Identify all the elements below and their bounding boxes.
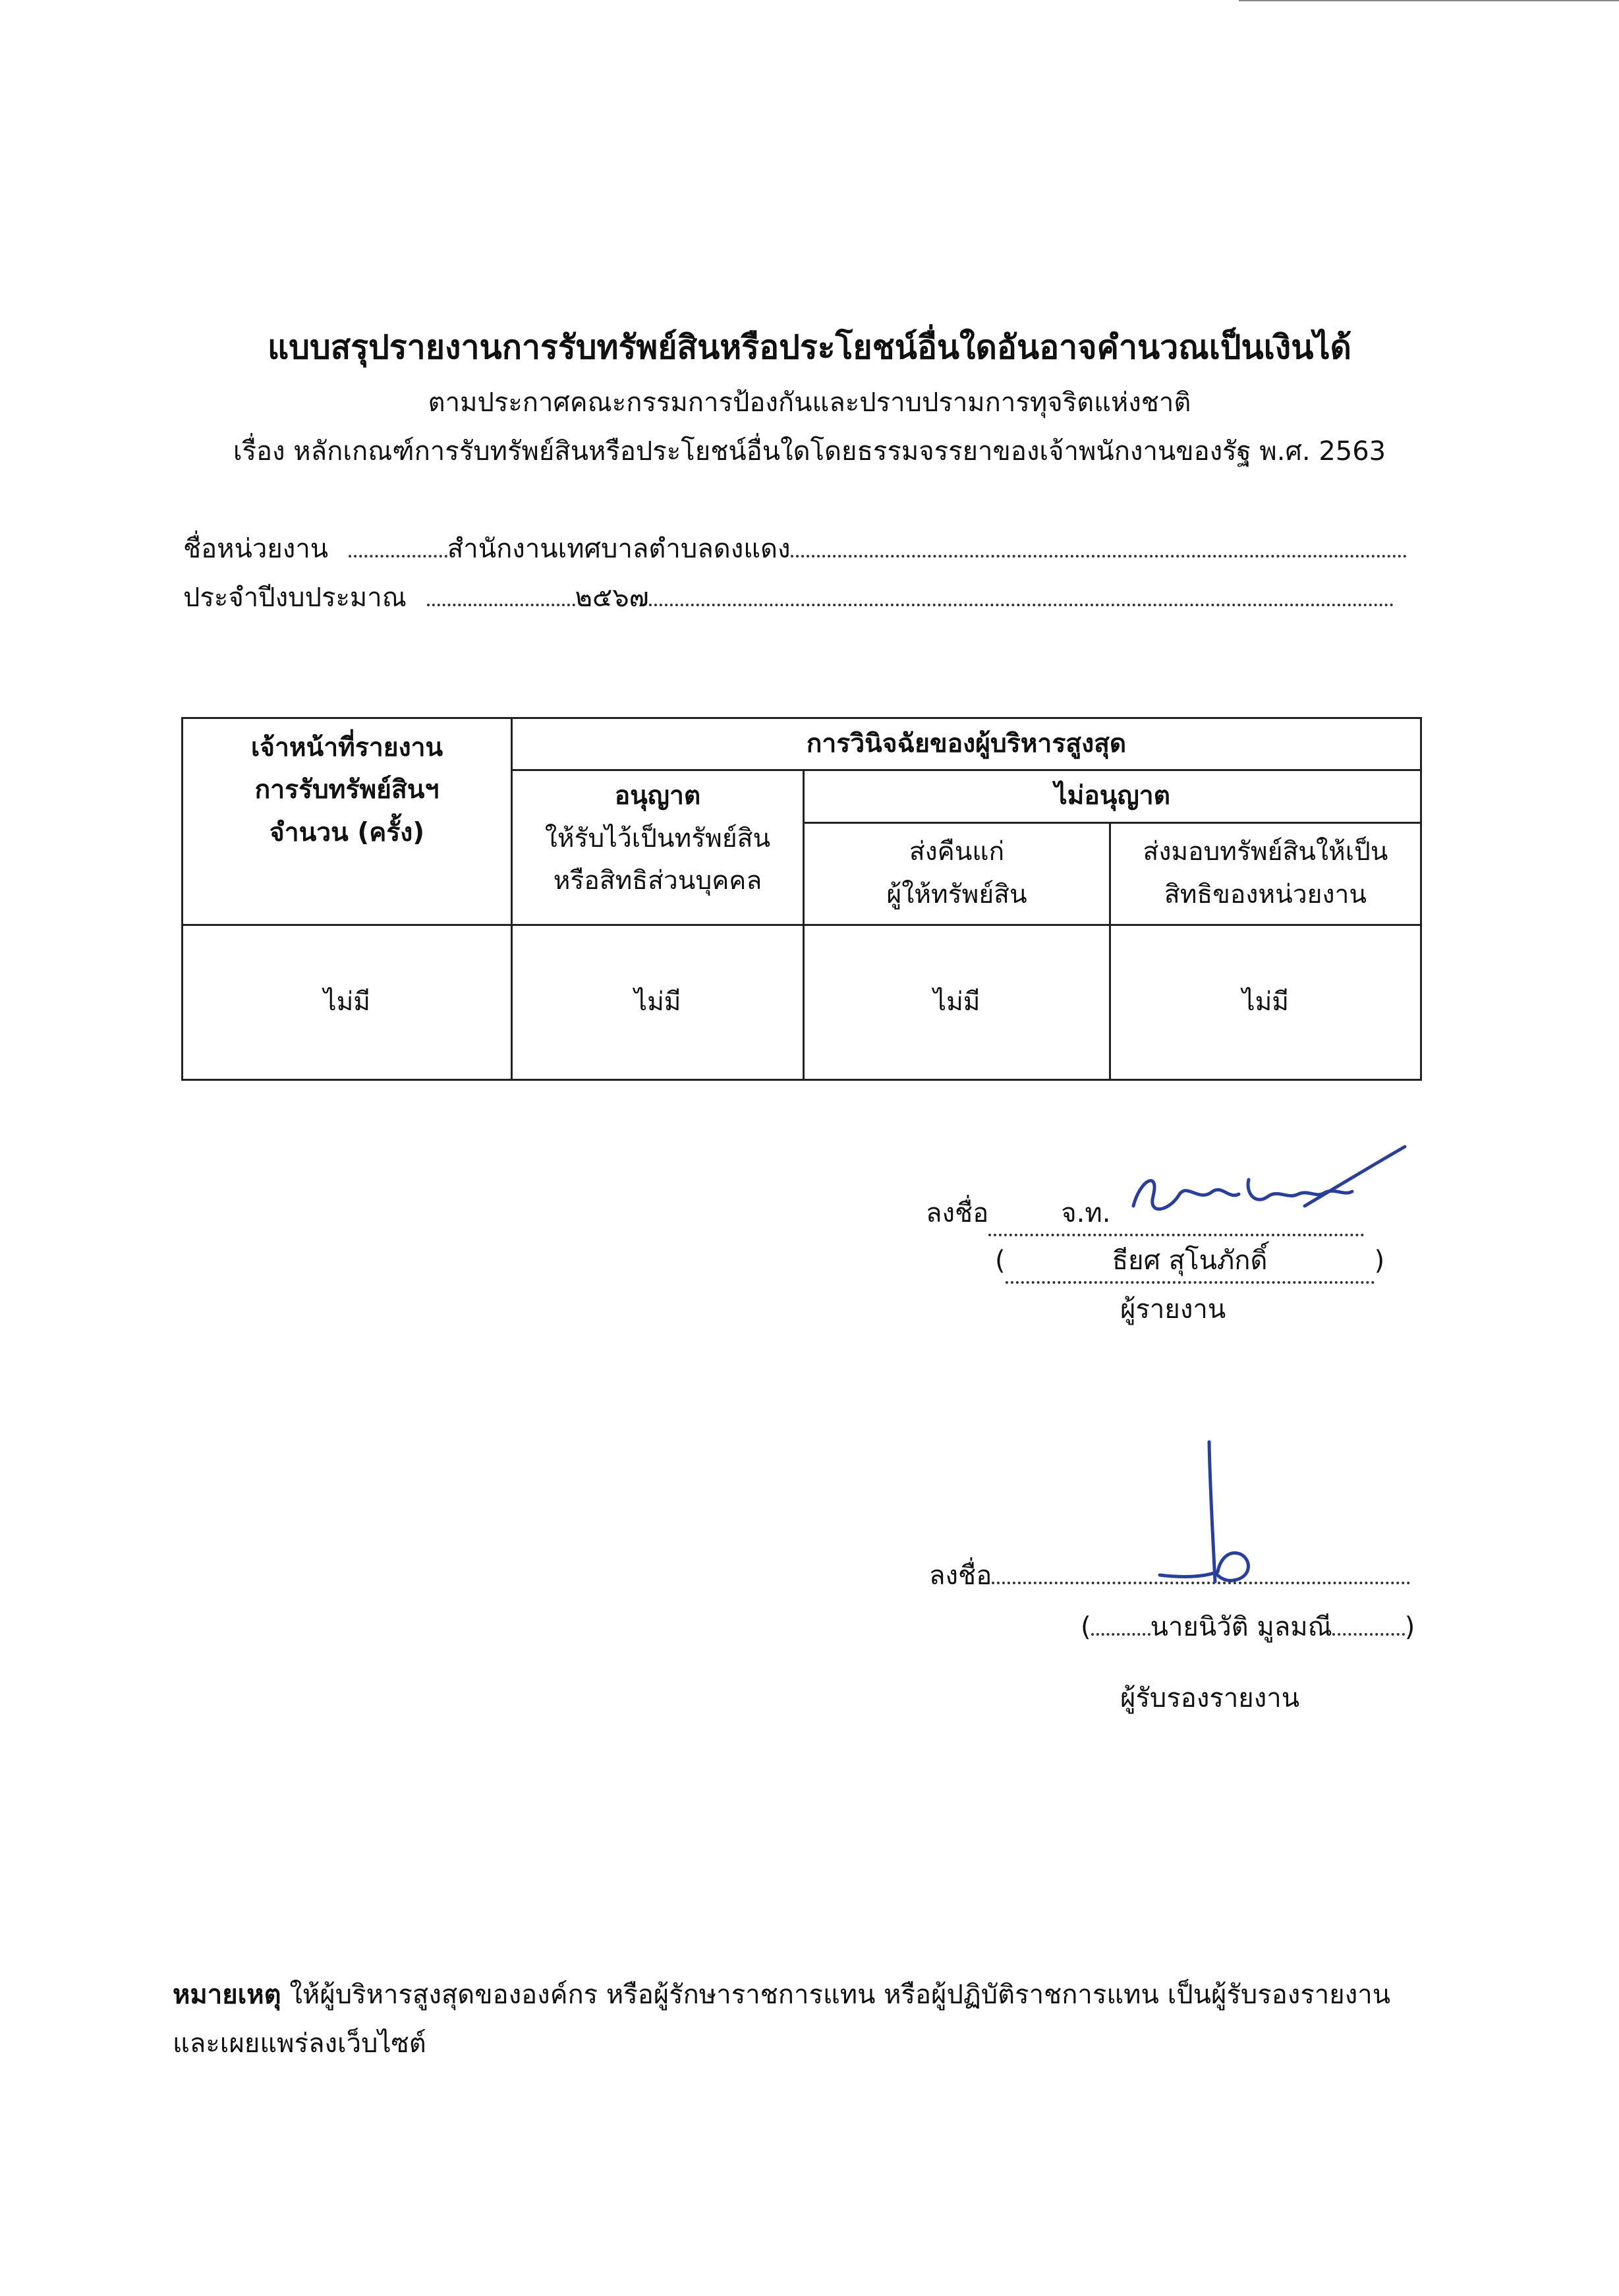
- reporter-count-header: เจ้าหน้าที่รายงาน การรับทรัพย์สินฯ จำนวน (ครั้ง): [183, 718, 512, 925]
- table-cell-transfer: ไม่มี: [1110, 925, 1421, 1079]
- agency-value: สำนักงานเทศบาลตำบลดงแดง: [447, 534, 791, 564]
- footnote-label: หมายเหตุ: [173, 1980, 281, 2010]
- footnote: [173, 1970, 1425, 2068]
- allow-header: อนุญาต: [614, 781, 701, 811]
- signer-name-2: นายนิวัติ มูลมณี: [1150, 1612, 1332, 1642]
- signer-rank: จ.ท.: [1061, 1198, 1111, 1228]
- table-cell-allow: ไม่มี: [512, 925, 804, 1079]
- top-edge-line: [1239, 0, 1619, 1]
- sign-label-1: ลงชื่อ: [926, 1198, 989, 1228]
- signer-name-line-2: ( นายนิวัติ มูลมณี ): [1081, 1612, 1415, 1642]
- handwritten-signature-2: [1147, 1437, 1305, 1595]
- agency-label: ชื่อหน่วยงาน: [183, 534, 329, 564]
- decision-header: การวินิจฉัยของผู้บริหารสูงสุด: [512, 718, 1421, 770]
- dot-leader: [1091, 1633, 1150, 1636]
- deny-header: ไม่อนุญาต: [804, 770, 1421, 822]
- return-to-giver-header: ส่งคืนแก่ ผู้ให้ทรัพย์สิน: [804, 822, 1110, 925]
- transfer-to-agency-header: ส่งมอบทรัพย์สินให้เป็น สิทธิของหน่วยงาน: [1110, 822, 1421, 925]
- footnote-text: ให้ผู้บริหารสูงสุดขององค์กร หรือผู้รักษาราชการแทน หรือผู้ปฏิบัติราชการแทน เป็นผู้รับรองรายงานและเผยแพร่ลงเว็บไซต์: [173, 1980, 1391, 2059]
- dot-leader: [649, 581, 1394, 606]
- table-cell-count: ไม่มี: [183, 925, 512, 1079]
- fiscal-year-value: ๒๕๖๗: [575, 583, 649, 613]
- signer-role-2: ผู้รับรองรายงาน: [1120, 1683, 1300, 1713]
- dot-leader: [349, 532, 447, 558]
- handwritten-signature-1: [1107, 1134, 1423, 1232]
- document-subtitle-2: เรื่อง หลักเกณฑ์การรับทรัพย์สินหรือประโยชน์อื่นใดโดยธรรมจรรยาของเจ้าพนักงานของรัฐ พ.ศ. 2563: [233, 436, 1386, 467]
- sign-label-2: ลงชื่อ: [929, 1561, 992, 1591]
- agency-field: [183, 527, 1407, 569]
- signer-name-1: ธียศ สุโนภักดิ์: [1006, 1239, 1375, 1284]
- dot-leader: [791, 532, 1407, 558]
- signer-role-1: ผู้รายงาน: [1120, 1294, 1226, 1325]
- fiscal-year-field: [183, 576, 1394, 618]
- report-table: [181, 717, 1422, 1081]
- dot-leader: [427, 581, 575, 606]
- table-cell-return: ไม่มี: [804, 925, 1110, 1079]
- dot-leader: [1332, 1633, 1405, 1636]
- document-title: แบบสรุปรายงานการรับทรัพย์สินหรือประโยชน์อื่นใดอันอาจคำนวณเป็นเงินได้: [267, 328, 1352, 366]
- document-subtitle-1: ตามประกาศคณะกรรมการป้องกันและปราบปรามการทุจริตแห่งชาติ: [428, 387, 1191, 418]
- allow-header-cell: อนุญาต ให้รับไว้เป็นทรัพย์สิน หรือสิทธิส่วนบุคคล: [512, 770, 804, 925]
- signer-name-line-1: ( ธียศ สุโนภักดิ์ ): [995, 1239, 1384, 1284]
- fiscal-year-label: ประจำปีงบประมาณ: [183, 583, 407, 613]
